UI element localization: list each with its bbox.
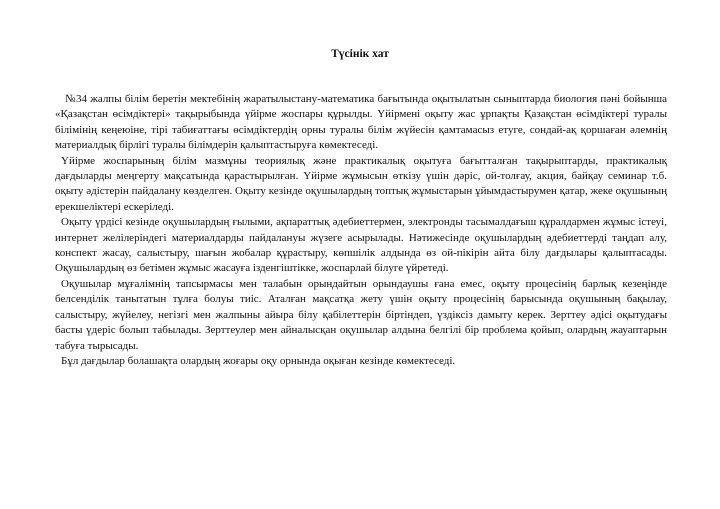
paragraph-5: Бұл дағдылар болашақта олардың жоғары оқу орнында оқыған кезінде көмектеседі.: [61, 354, 456, 367]
paragraph-2: Үйірме жоспарының білім мазмұны теориялық және практикалық оқытуға бағытталған тақырыптарды, практикалық дағдыларды меңгерту мақсатында қарастырылған. Үйірме жұмысын өткізу үшін дәріс, ой-толғау, акция, байқау семинар т.б. оқыту әдістерін пайдалану көзделген. Оқыту кезінде оқушылардың топтық жұмыстарын ұйымдастырумен қатар, жеке оқушының ерекшеліктері ескеріледі.: [55, 154, 667, 213]
paragraph-3: Оқыту үрдісі кезінде оқушылардың ғылыми, ақпараттық әдебиеттермен, электронды тасымалдағыш құралдармен жұмыс істеуі, интернет желілеріндегі материалдарды пайдалануы жүзеге асырылады. Нәтижесінде оқушылардың әдебиеттерді таңдап алу, конспект жасау, салыстыру, шағын жобалар құрастыру, көпшілік алдында өз ой-пікірін айта білу дағдылары қалыптасады. Оқушылардың өз бетімен жұмыс жасауға ізденгіштікке, жоспарлай білуге үйретеді.: [55, 216, 667, 275]
document-body: [55, 92, 667, 369]
document-title: Түсінік хат: [331, 48, 389, 60]
paragraph-4: Оқушылар мұғалімнің тапсырмасы мен талабын орындайтын орындаушы ғана емес, оқыту процесінің барлық кезеңінде белсенділік танытатын тұлға болуы тиіс. Аталған мақсатқа жету үшін оқыту процесінің барысында оқушының бақылау, салыстыру, жүйелеу, негізгі мен жалпыны айыра білу қабілеттерін біртіндеп, үздіксіз дамыту керек. Зерттеу әдісі оқытудағы басты үдеріс болып табылады. Зерттеулер мен айналысқан оқушылар алдына белгілі бір проблема қойып, олардың жауаптарын табуға тырысады.: [55, 277, 667, 352]
paragraph-1: №34 жалпы білім беретін мектебінің жаратылыстану-математика бағытында оқытылатын сыныптарда биология пәні бойынша «Қазақстан өсімдіктері» тақырыбында үйірме жоспары құрылды. Үйірмені оқыту жас ұрпақты Қазақстан өсімдіктері туралы білімінің кеңеюіне, тірі табиғаттағы өсімдіктердің орны туралы білім жүйесін қамтамасыз етуге, сондай-ақ қоршаған әлемнің материалдық бірлігі туралы білімдерін қалыптастыруға көмектеседі.: [55, 93, 667, 152]
